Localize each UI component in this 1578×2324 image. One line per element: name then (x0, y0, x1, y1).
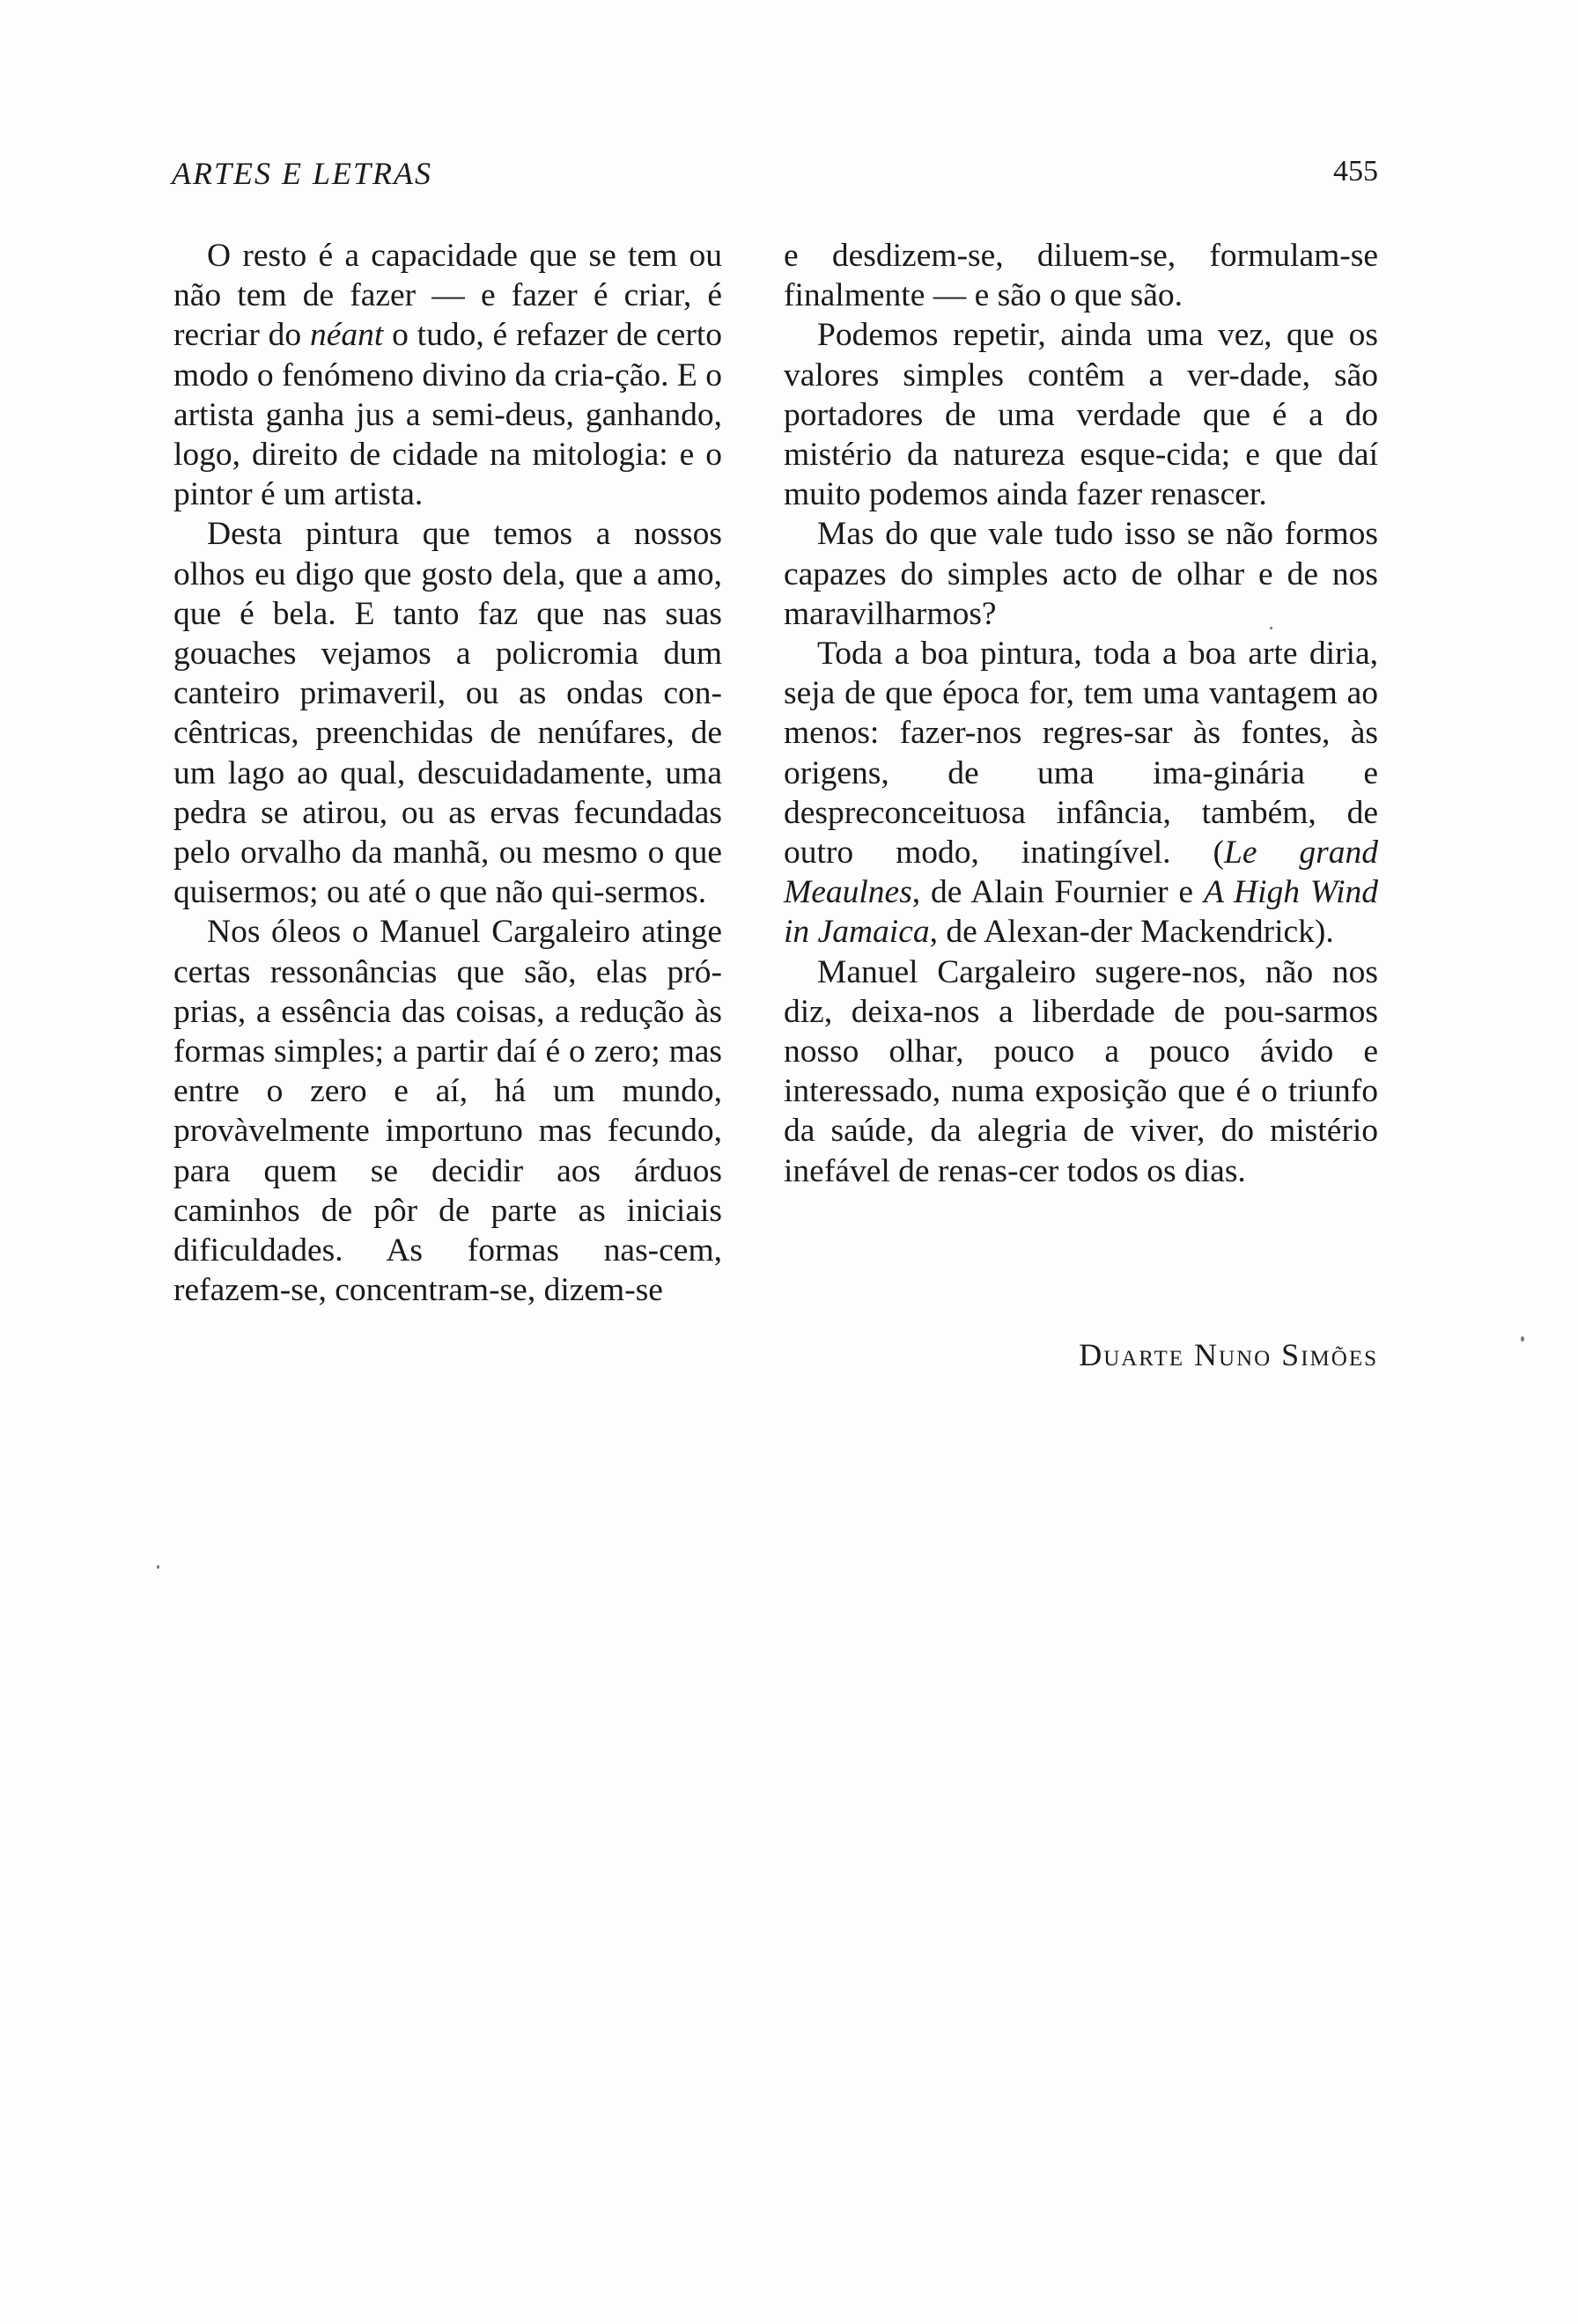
author-signature: Duarte Nuno Simões (1079, 1337, 1378, 1372)
scan-speck (1270, 627, 1272, 629)
paragraph: Nos óleos o Manuel Cargaleiro atinge certas ressonâncias que são, elas pró-prias, a essência das coisas, a redução às formas simples; a partir daí é o zero; mas entre o zero e aí, há um mundo, provàvelmente importuno mas fecundo, para quem se decidir aos árduos caminhos de pôr de parte as iniciais dificuldades. As formas nas-cem, refazem-se, concentram-se, dizem-se (173, 914, 722, 1309)
left-text-column (173, 236, 722, 1310)
paragraph: Toda a boa pintura, toda a boa arte diria, seja de que época for, tem uma vantagem ao menos: fazer-nos regres-sar às fontes, às origens, de uma ima-ginária e despreconceituosa infância, também, de outro modo, inatingível. (Le grand Meaulnes, de Alain Fournier e A High Wind in Jamaica, de Alexan-der Mackendrick). (784, 636, 1379, 951)
paragraph: Podemos repetir, ainda uma vez, que os valores simples contêm a ver-dade, são portadores de uma verdade que é a do mistério da natureza esque-cida; e que daí muito podemos ainda fazer renascer. (784, 317, 1378, 513)
right-text-column (784, 236, 1378, 1191)
paragraph: Mas do que vale tudo isso se não formos capazes do simples acto de olhar e de nos maravilharmos? (784, 516, 1378, 632)
paragraph: Desta pintura que temos a nossos olhos eu digo que gosto dela, que a amo, que é bela. E tanto faz que nas suas gouaches vejamos a policromia dum canteiro primaveril, ou as ondas con-cêntricas, preenchidas de nenúfares, de um lago ao qual, descuidadamente, uma pedra se atirou, ou as ervas fecundadas pelo orvalho da manhã, ou mesmo o que quisermos; ou até o que não qui-sermos. (173, 516, 722, 911)
running-title: ARTES E LETRAS (172, 156, 432, 191)
paragraph: e desdizem-se, diluem-se, formulam-se finalmente — e são o que são. (784, 238, 1378, 314)
scan-speck (157, 1565, 159, 1569)
paragraph: O resto é a capacidade que se tem ou não tem de fazer — e fazer é criar, é recriar do néant o tudo, é refazer de certo modo o fenómeno divino da cria-ção. E o artista ganha jus a semi-deus, ganhando, logo, direito de cidade na mitologia: e o pintor é um artista. (173, 238, 722, 513)
scan-speck (1521, 1336, 1524, 1342)
page-number: 455 (1333, 155, 1378, 188)
running-head (172, 155, 1378, 199)
paragraph: Manuel Cargaleiro sugere-nos, não nos diz, deixa-nos a liberdade de pou-sarmos nosso olhar, pouco a pouco ávido e interessado, numa exposição que é o triunfo da saúde, da alegria de viver, do mistério inefável de renas-cer todos os dias. (784, 953, 1378, 1189)
